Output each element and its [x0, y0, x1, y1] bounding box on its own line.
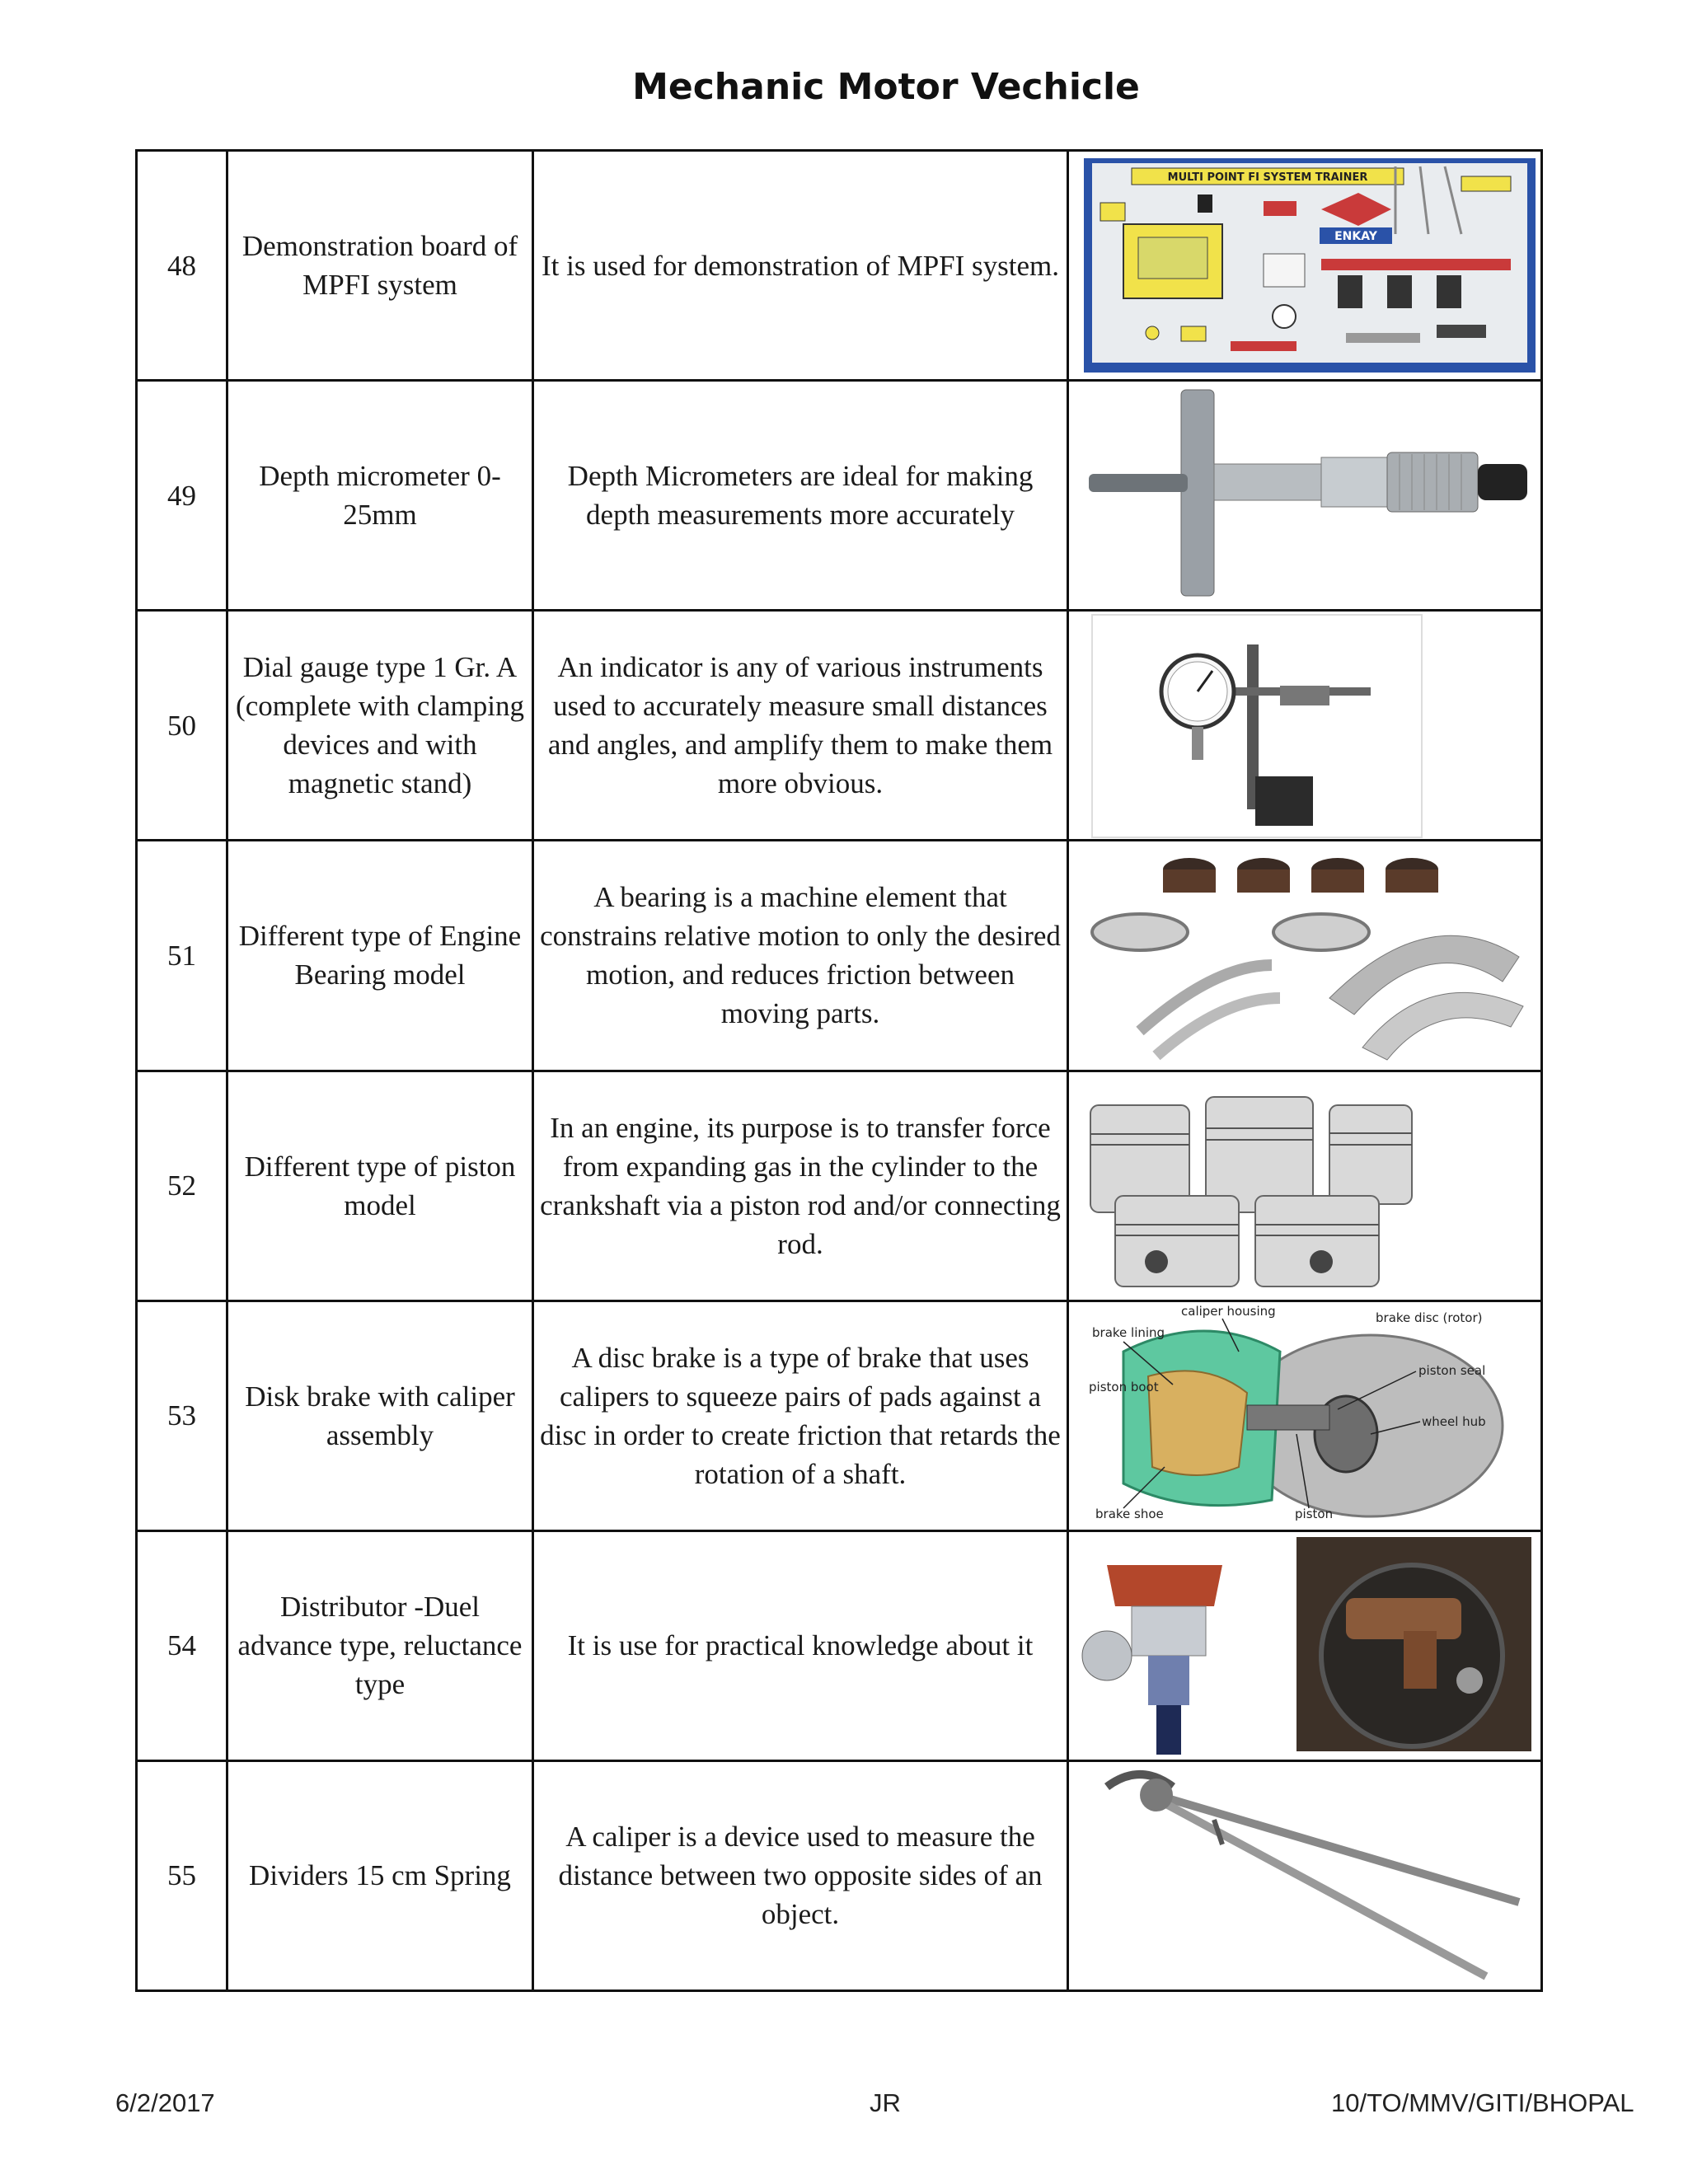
item-description: It is use for practical knowledge about it — [533, 1530, 1068, 1760]
footer-code: 10/TO/MMV/GITI/BHOPAL — [1331, 2088, 1634, 2117]
table-row — [137, 1071, 1542, 1301]
item-description: In an engine, its purpose is to transfer force from expanding gas in the cylinder to the crankshaft via a piston rod and/or connecting rod. — [533, 1071, 1068, 1301]
table-row — [137, 1301, 1542, 1530]
row-number: 53 — [137, 1301, 227, 1530]
label-piston-seal: piston seal — [1418, 1362, 1486, 1378]
table-row — [137, 381, 1542, 611]
depth-micrometer-icon — [1074, 382, 1536, 609]
label-caliper-housing: caliper housing — [1181, 1303, 1276, 1319]
equipment-table — [135, 149, 1543, 1992]
piston-image — [1068, 1071, 1542, 1301]
spring-dividers-icon — [1074, 1762, 1536, 1990]
item-description: A disc brake is a type of brake that uses calipers to squeeze pairs of pads against a disc in order to create friction that retards the rotation of a shaft. — [533, 1301, 1068, 1530]
row-number: 54 — [137, 1530, 227, 1760]
dial-gauge-icon — [1074, 612, 1536, 839]
row-number: 50 — [137, 611, 227, 841]
row-number: 49 — [137, 381, 227, 611]
label-brake-disc: brake disc (rotor) — [1376, 1310, 1483, 1325]
board-title-label: MULTI POINT FI SYSTEM TRAINER — [1167, 171, 1368, 185]
item-description: A caliper is a device used to measure the distance between two opposite sides of an object. — [533, 1760, 1068, 1990]
row-number: 55 — [137, 1760, 227, 1990]
mpfi-board-image — [1068, 151, 1542, 381]
disc-brake-diagram-icon — [1074, 1302, 1536, 1530]
distributor-image — [1068, 1530, 1542, 1760]
row-number: 51 — [137, 841, 227, 1071]
engine-bearing-icon — [1074, 841, 1536, 1069]
label-brake-lining: brake lining — [1092, 1324, 1165, 1340]
row-number: 52 — [137, 1071, 227, 1301]
page-title: Mechanic Motor Vechicle — [632, 66, 1140, 108]
item-description: Depth Micrometers are ideal for making depth measurements more accurately — [533, 381, 1068, 611]
dial-gauge-image — [1068, 611, 1542, 841]
distributor-icon — [1074, 1532, 1536, 1760]
label-piston-boot: piston boot — [1089, 1379, 1159, 1394]
row-number: 48 — [137, 151, 227, 381]
disc-brake-image — [1068, 1301, 1542, 1530]
mpfi-trainer-board-icon — [1074, 152, 1536, 379]
table-row — [137, 1530, 1542, 1760]
item-name: Dial gauge type 1 Gr. A (complete with clamping devices and with magnetic stand) — [227, 611, 533, 841]
item-name: Dividers 15 cm Spring — [227, 1760, 533, 1990]
item-name: Distributor -Duel advance type, reluctance type — [227, 1530, 533, 1760]
item-name: Disk brake with caliper assembly — [227, 1301, 533, 1530]
enkay-logo: ENKAY — [1334, 230, 1377, 244]
depth-micrometer-image — [1068, 381, 1542, 611]
footer-center: JR — [870, 2088, 901, 2117]
item-name: Different type of piston model — [227, 1071, 533, 1301]
item-name: Different type of Engine Bearing model — [227, 841, 533, 1071]
piston-icon — [1074, 1072, 1536, 1300]
item-description: An indicator is any of various instruments used to accurately measure small distances and angles, and amplify them to make them more obvious. — [533, 611, 1068, 841]
item-description: It is used for demonstration of MPFI system. — [533, 151, 1068, 381]
item-description: A bearing is a machine element that constrains relative motion to only the desired motion, and reduces friction between moving parts. — [533, 841, 1068, 1071]
table-row — [137, 151, 1542, 381]
item-name: Demonstration board of MPFI system — [227, 151, 533, 381]
label-brake-shoe: brake shoe — [1095, 1506, 1164, 1521]
table-row — [137, 611, 1542, 841]
label-wheel-hub: wheel hub — [1422, 1413, 1486, 1429]
footer-date: 6/2/2017 — [115, 2088, 215, 2117]
label-piston: piston — [1295, 1506, 1334, 1521]
divider-image — [1068, 1760, 1542, 1990]
table-row — [137, 1760, 1542, 1990]
item-name: Depth micrometer 0-25mm — [227, 381, 533, 611]
table-row — [137, 841, 1542, 1071]
engine-bearing-image — [1068, 841, 1542, 1071]
